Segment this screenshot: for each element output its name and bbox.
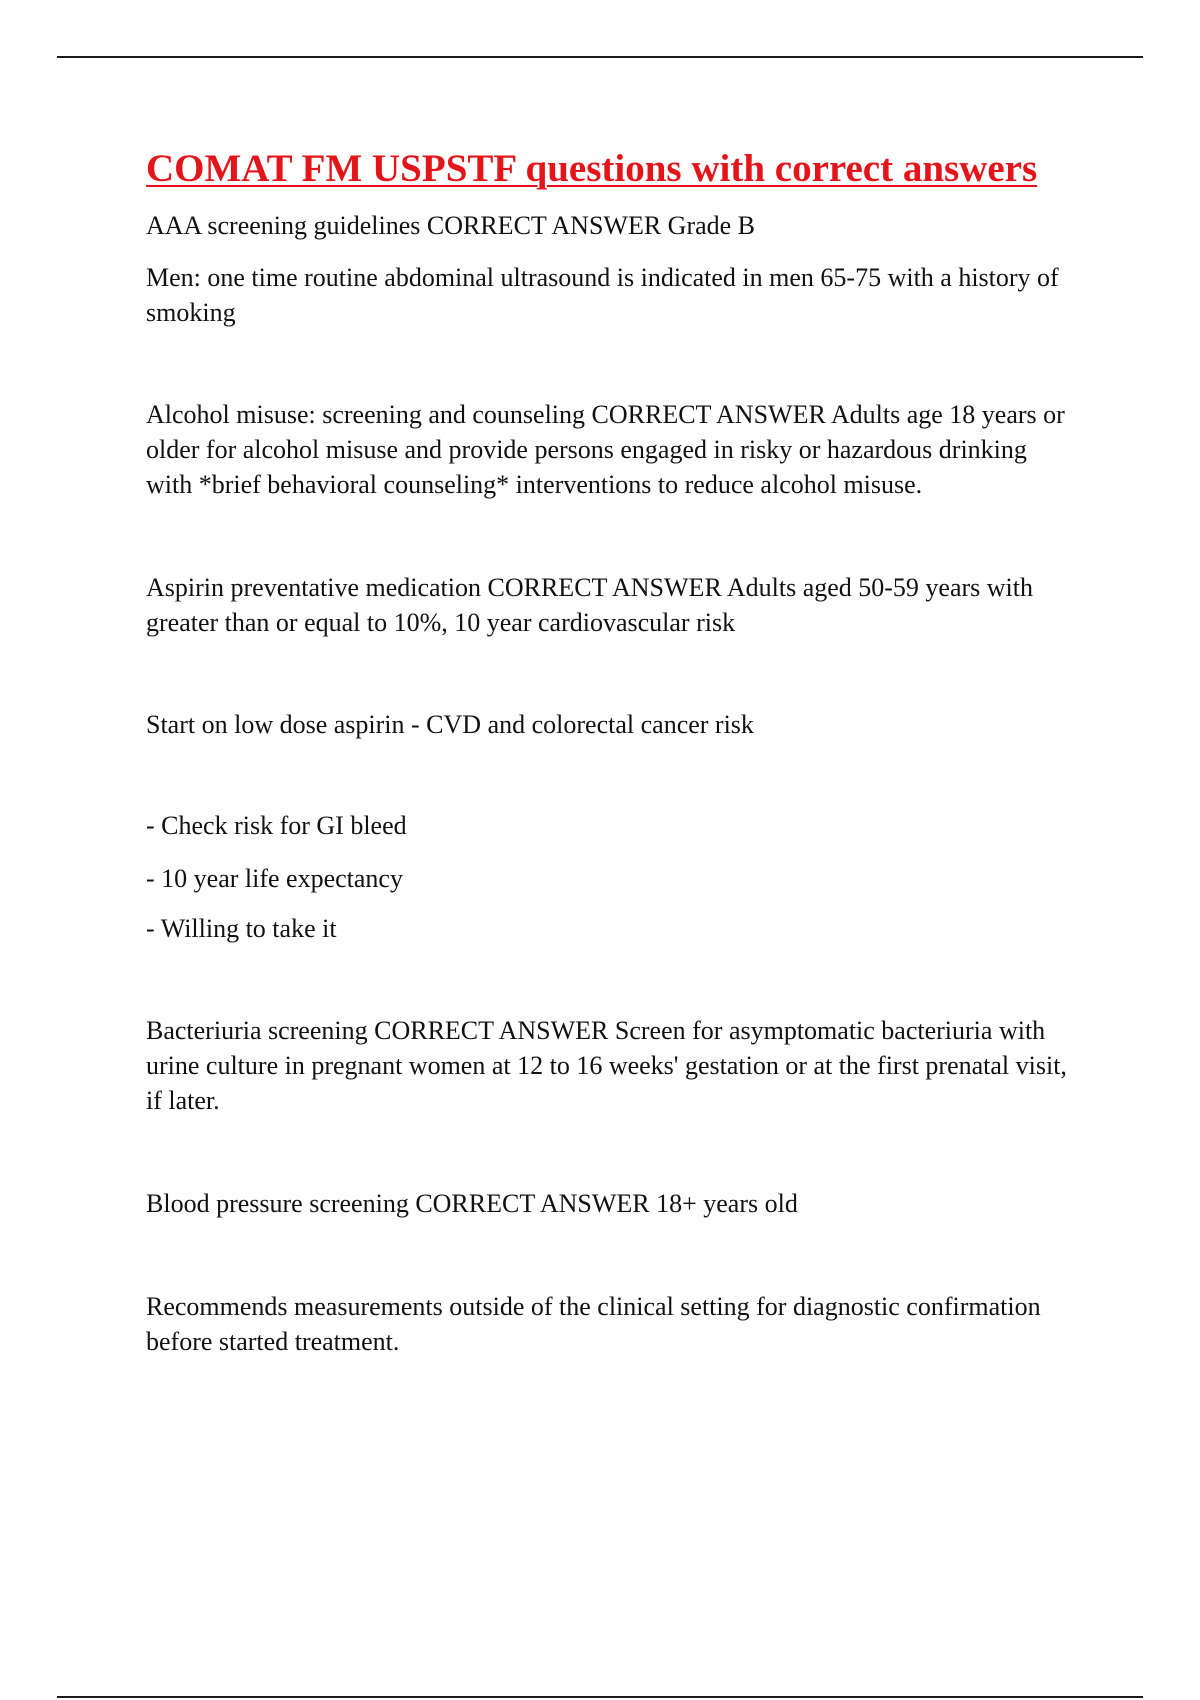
paragraph-aaa-question: AAA screening guidelines CORRECT ANSWER Grade B bbox=[146, 211, 756, 240]
list-item-life-expectancy: - 10 year life expectancy bbox=[146, 864, 403, 893]
header-rule bbox=[57, 56, 1143, 58]
paragraph-blood-pressure: Blood pressure screening CORRECT ANSWER 18+ years old bbox=[146, 1189, 798, 1218]
footer-rule bbox=[57, 1696, 1143, 1698]
paragraph-measurements: Recommends measurements outside of the clinical setting for diagnostic confirmation before started treatment. bbox=[146, 1292, 1041, 1356]
paragraph-aaa-men: Men: one time routine abdominal ultrasound is indicated in men 65-75 with a history of smoking bbox=[146, 263, 1059, 327]
document-body bbox=[146, 142, 1076, 1359]
paragraph-aspirin: Aspirin preventative medication CORRECT ANSWER Adults aged 50-59 years with greater than or equal to 10%, 10 year cardiovascular risk bbox=[146, 573, 1034, 637]
list-item-gi-bleed: - Check risk for GI bleed bbox=[146, 811, 407, 840]
paragraph-low-dose-aspirin: Start on low dose aspirin - CVD and colorectal cancer risk bbox=[146, 710, 754, 739]
paragraph-bacteriuria: Bacteriuria screening CORRECT ANSWER Screen for asymptomatic bacteriuria with urine culture in pregnant women at 12 to 16 weeks' gestation or at the first prenatal visit, if later. bbox=[146, 1016, 1067, 1115]
document-title: COMAT FM USPSTF questions with correct answers bbox=[146, 147, 1038, 190]
paragraph-alcohol-misuse: Alcohol misuse: screening and counseling CORRECT ANSWER Adults age 18 years or older for alcohol misuse and provide persons engaged in risky or hazardous drinking with *brief behavioral counseling* interventions to reduce alcohol misuse. bbox=[146, 400, 1065, 499]
list-item-willing: - Willing to take it bbox=[146, 914, 337, 943]
